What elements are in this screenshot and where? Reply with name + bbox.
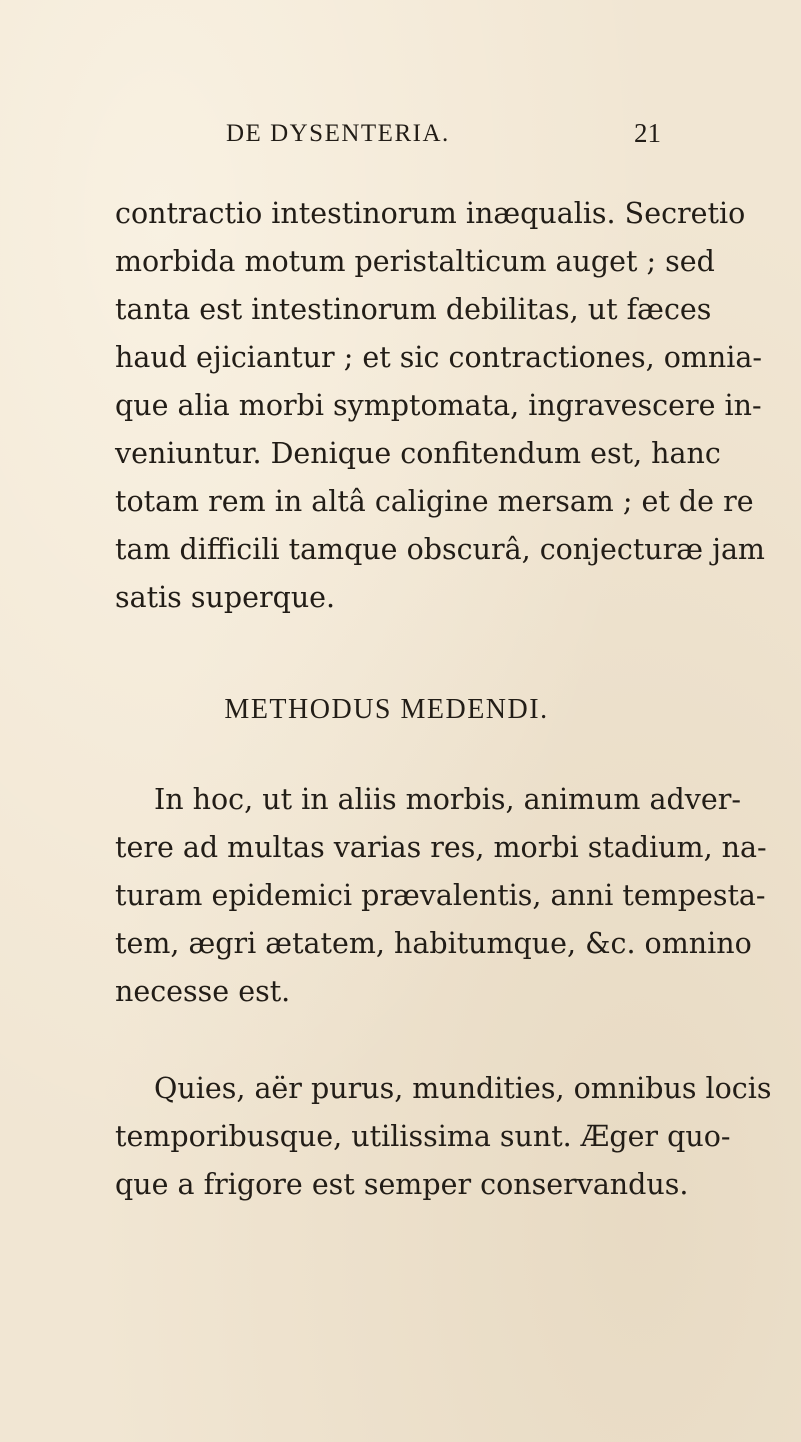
text-line: que a frigore est semper conservandus. bbox=[115, 1168, 689, 1201]
text-line: tere ad multas varias res, morbi stadium, na- bbox=[115, 831, 767, 864]
section-heading-text: METHODUS MEDENDI. bbox=[224, 694, 549, 725]
text-line: veniuntur. Denique confitendum est, hanc bbox=[115, 437, 721, 470]
text-line: turam epidemici prævalentis, anni tempesta- bbox=[115, 879, 766, 912]
text-line: haud ejiciantur ; et sic contractiones, omnia- bbox=[115, 341, 763, 374]
text-line: tanta est intestinorum debilitas, ut fæces bbox=[115, 293, 712, 326]
text-line: tam difficili tamque obscurâ, conjecturæ jam bbox=[115, 533, 765, 566]
running-head bbox=[0, 116, 801, 156]
text-line: necesse est. bbox=[115, 975, 291, 1008]
text-line: contractio intestinorum inæqualis. Secretio bbox=[115, 197, 746, 230]
text-line: tem, ægri ætatem, habitumque, &c. omnino bbox=[115, 927, 752, 960]
text-line: morbida motum peristalticum auget ; sed bbox=[115, 245, 715, 278]
running-title: DE DYSENTERIA. bbox=[226, 120, 450, 147]
text-line: temporibusque, utilissima sunt. Æger quo- bbox=[115, 1120, 731, 1153]
page-number: 21 bbox=[634, 118, 661, 148]
text-line: totam rem in altâ caligine mersam ; et de re bbox=[115, 485, 754, 518]
text-line: Quies, aër purus, mundities, omnibus locis bbox=[154, 1072, 772, 1105]
text-line: que alia morbi symptomata, ingravescere in- bbox=[115, 389, 762, 422]
text-line: satis superque. bbox=[115, 581, 336, 614]
section-heading bbox=[0, 690, 801, 730]
text-line: In hoc, ut in aliis morbis, animum adver- bbox=[154, 783, 741, 816]
